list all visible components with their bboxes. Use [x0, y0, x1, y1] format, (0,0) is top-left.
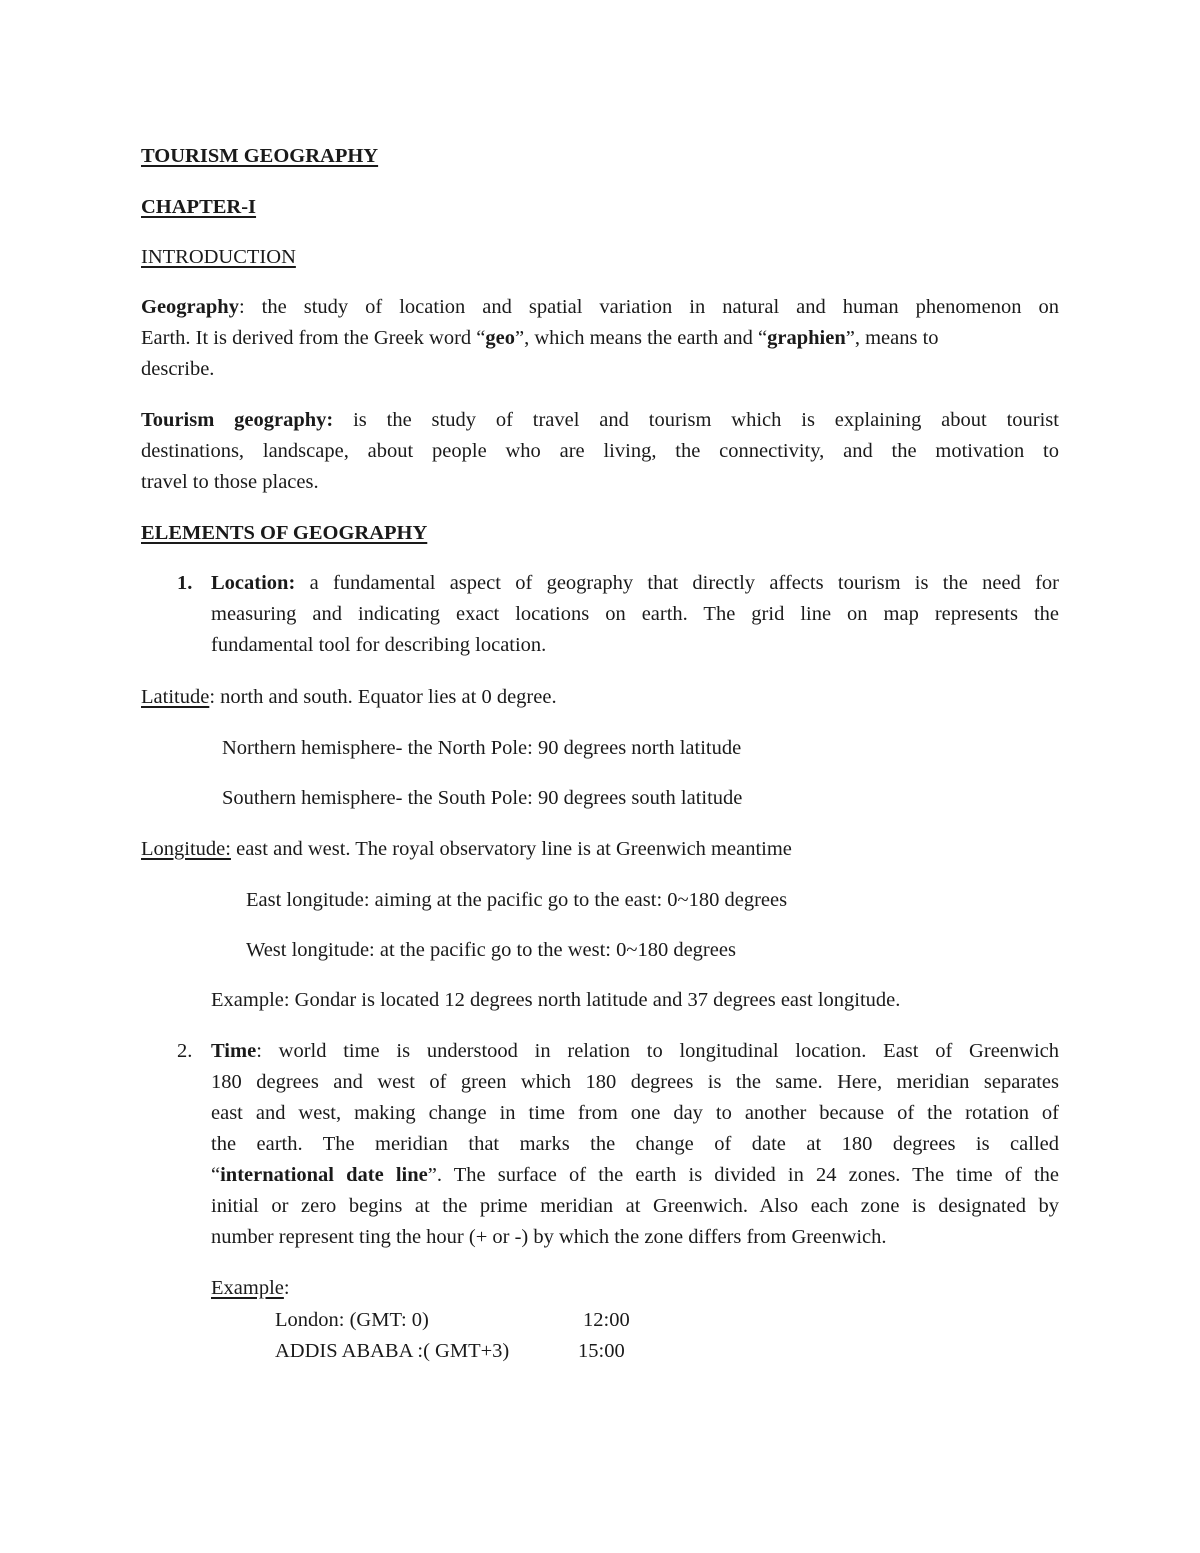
- geography-line2-text-a: Earth. It is derived from the Greek word “: [141, 327, 486, 349]
- east-longitude-line: East longitude: aiming at the pacific go to the east: 0~180 degrees: [246, 889, 788, 911]
- item1-line2: measuring and indicating exact locations on earth. The grid line on map represents the: [211, 603, 1059, 625]
- west-longitude-line: West longitude: at the pacific go to the west: 0~180 degrees: [246, 939, 736, 961]
- longitude-line: [141, 834, 792, 865]
- tourism-geography-term: Tourism geography:: [141, 409, 334, 431]
- tourism-definition-line1: [141, 405, 1059, 436]
- example-row-time: 15:00: [578, 1340, 625, 1362]
- location-term: Location:: [211, 572, 296, 594]
- latitude-label: Latitude: [141, 686, 210, 708]
- example-row-place: ADDIS ABABA :( GMT+3): [275, 1340, 510, 1362]
- item2-line5-open-quote: “: [211, 1164, 221, 1186]
- chapter-heading: CHAPTER-I: [141, 196, 257, 218]
- latitude-text: : north and south. Equator lies at 0 degree.: [209, 686, 557, 708]
- example-colon: :: [283, 1277, 290, 1299]
- geography-term: Geography: [141, 296, 239, 318]
- item2-line4: the earth. The meridian that marks the change of date at 180 degrees is called: [211, 1133, 1059, 1155]
- latitude-line: [141, 682, 557, 713]
- geo-term: geo: [485, 327, 515, 349]
- item2-line6: initial or zero begins at the prime meridian at Greenwich. Also each zone is designated by: [211, 1195, 1059, 1217]
- item1-number: 1.: [177, 572, 193, 594]
- section-heading: INTRODUCTION: [141, 246, 296, 268]
- example-label: Example: [211, 1277, 284, 1299]
- tourism-definition-line2: destinations, landscape, about people who are living, the connectivity, and the motivation to: [141, 440, 1059, 462]
- geography-definition-line1: [141, 292, 1059, 323]
- longitude-label: Longitude:: [141, 838, 231, 860]
- item2-line5: [211, 1160, 1059, 1191]
- example-row-time: 12:00: [583, 1309, 630, 1331]
- item2-line1-text: : world time is understood in relation to longitudinal location. East of Greenwich: [256, 1040, 1059, 1062]
- document-title: TOURISM GEOGRAPHY: [141, 145, 379, 167]
- geography-line2-text-c: ”, means to: [845, 327, 939, 349]
- item1-line3: fundamental tool for describing location.: [211, 634, 547, 656]
- item2-line7: number represent ting the hour (+ or -) by which the zone differs from Greenwich.: [211, 1226, 887, 1248]
- northern-hemisphere-line: Northern hemisphere- the North Pole: 90 degrees north latitude: [222, 737, 742, 759]
- geography-line2-text-b: ”, which means the earth and “: [515, 327, 768, 349]
- example-row-place: London: (GMT: 0): [275, 1309, 429, 1331]
- time-term: Time: [211, 1040, 257, 1062]
- international-date-line-term: international date line: [220, 1164, 428, 1186]
- item1-line1: [211, 568, 1059, 599]
- geography-definition-line2: [141, 323, 939, 354]
- tourism-line1-text: is the study of travel and tourism which is explaining about tourist: [333, 409, 1059, 431]
- longitude-text: east and west. The royal observatory line is at Greenwich meantime: [230, 838, 792, 860]
- example-heading: [211, 1273, 290, 1304]
- item2-line1: [211, 1036, 1059, 1067]
- gondar-example: Example: Gondar is located 12 degrees north latitude and 37 degrees east longitude.: [211, 989, 901, 1011]
- geography-definition-line3: describe.: [141, 358, 215, 380]
- elements-heading: ELEMENTS OF GEOGRAPHY: [141, 522, 428, 544]
- geography-line1-text: : the study of location and spatial variation in natural and human phenomenon on: [238, 296, 1059, 318]
- item1-line1-text: a fundamental aspect of geography that directly affects tourism is the need for: [295, 572, 1059, 594]
- graphien-term: graphien: [767, 327, 846, 349]
- southern-hemisphere-line: Southern hemisphere- the South Pole: 90 degrees south latitude: [222, 787, 743, 809]
- item2-number: 2.: [177, 1040, 193, 1062]
- tourism-definition-line3: travel to those places.: [141, 471, 319, 493]
- item2-line2: 180 degrees and west of green which 180 degrees is the same. Here, meridian separates: [211, 1071, 1059, 1093]
- item2-line5-text: ”. The surface of the earth is divided in 24 zones. The time of the: [427, 1164, 1059, 1186]
- item2-line3: east and west, making change in time from one day to another because of the rotation of: [211, 1102, 1059, 1124]
